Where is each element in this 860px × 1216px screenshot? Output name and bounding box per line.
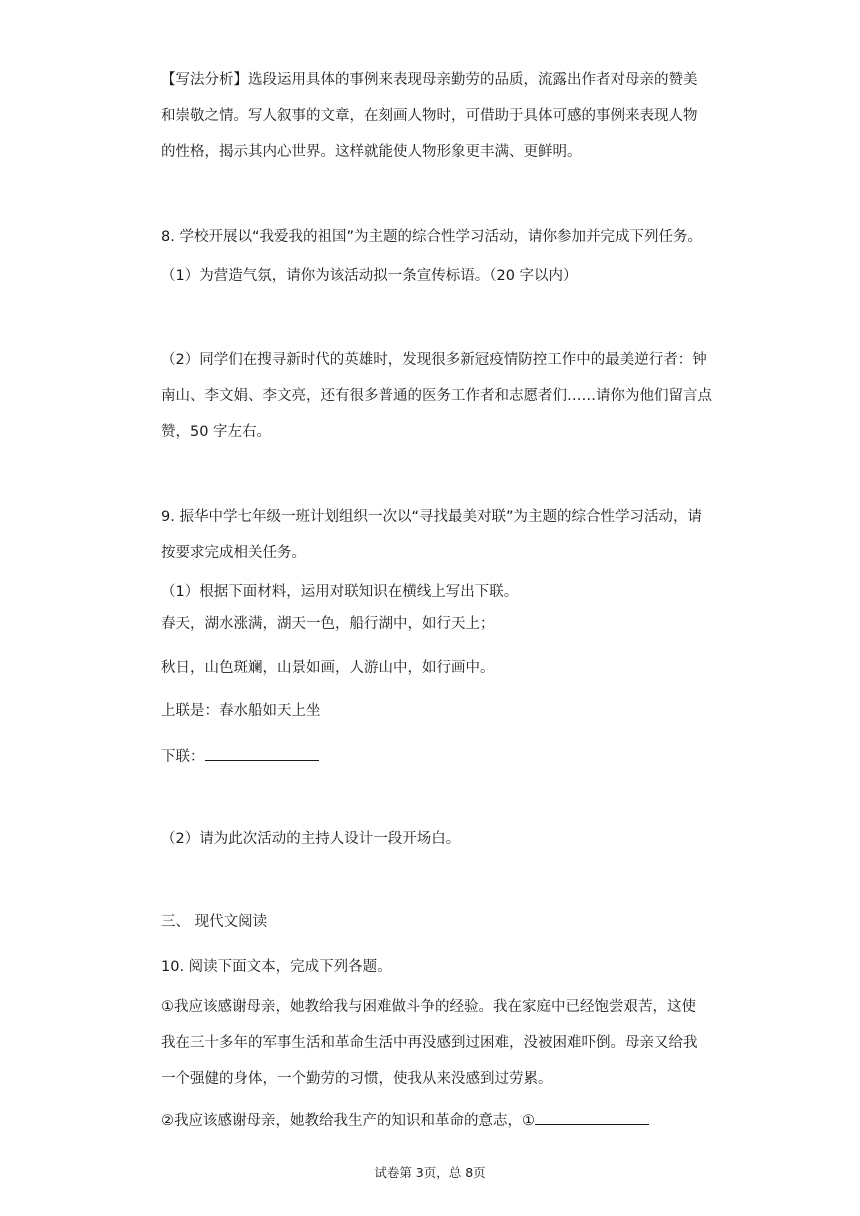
analysis-line-2: 和崇敬之情。写人叙事的文章，在刻画人物时，可借助于具体可感的事例来表现人物 xyxy=(161,108,698,124)
question-8-sub-2-line-3: 赞，50 字左右。 xyxy=(161,424,272,440)
couplet-material-line-2: 秋日，山色斑斓，山景如画，人游山中，如行画中。 xyxy=(161,660,495,676)
analysis-line-3: 的性格，揭示其内心世界。这样就能使人物形象更丰满、更鲜明。 xyxy=(161,144,582,160)
lower-couplet-blank[interactable] xyxy=(205,745,319,761)
question-8-sub-1: （1）为营造气氛，请你为该活动拟一条宣传标语。（20 字以内） xyxy=(161,268,578,284)
lower-couplet-row xyxy=(161,745,319,767)
upper-couplet: 上联是：春水船如天上坐 xyxy=(161,703,321,719)
question-10-stem: 10. 阅读下面文本，完成下列各题。 xyxy=(161,959,392,975)
passage-para-1-line-2: 我在三十多年的军事生活和革命生活中再没感到过困难，没被困难吓倒。母亲又给我 xyxy=(161,1035,698,1051)
passage-para-2-row xyxy=(161,1109,649,1131)
question-8-sub-2-line-1: （2）同学们在搜寻新时代的英雄时，发现很多新冠疫情防控工作中的最美逆行者：钟 xyxy=(161,352,707,368)
question-8-sub-2-line-2: 南山、李文娟、李文亮，还有很多普通的医务工作者和志愿者们……请你为他们留言点 xyxy=(161,388,712,404)
question-9-sub-2: （2）请为此次活动的主持人设计一段开场白。 xyxy=(161,831,461,847)
lower-couplet-label: 下联： xyxy=(161,749,205,765)
couplet-material-line-1: 春天，湖水涨满，湖天一色，船行湖中，如行天上； xyxy=(161,616,495,632)
question-8-stem: 8. 学校开展以“我爱我的祖国”为主题的综合性学习活动，请你参加并完成下列任务。 xyxy=(161,229,702,245)
passage-para-1-line-1: ①我应该感谢母亲，她教给我与困难做斗争的经验。我在家庭中已经饱尝艰苦，这使 xyxy=(161,999,696,1015)
page-footer: 试卷第 3页，总 8页 xyxy=(374,1165,486,1180)
question-9-sub-1: （1）根据下面材料，运用对联知识在横线上写出下联。 xyxy=(161,584,519,600)
question-9-stem-line-1: 9. 振华中学七年级一班计划组织一次以“寻找最美对联”为主题的综合性学习活动，请 xyxy=(161,509,702,525)
passage-para-2: ②我应该感谢母亲，她教给我生产的知识和革命的意志，① xyxy=(161,1113,535,1129)
section-3-title: 三、 现代文阅读 xyxy=(161,914,268,930)
question-9-stem-line-2: 按要求完成相关任务。 xyxy=(161,545,306,561)
passage-para-1-line-3: 一个强健的身体，一个勤劳的习惯，使我从来没感到过劳累。 xyxy=(161,1071,553,1087)
passage-blank-1[interactable] xyxy=(535,1109,649,1125)
analysis-line-1: 【写法分析】选段运用具体的事例来表现母亲勤劳的品质，流露出作者对母亲的赞美 xyxy=(161,72,698,88)
